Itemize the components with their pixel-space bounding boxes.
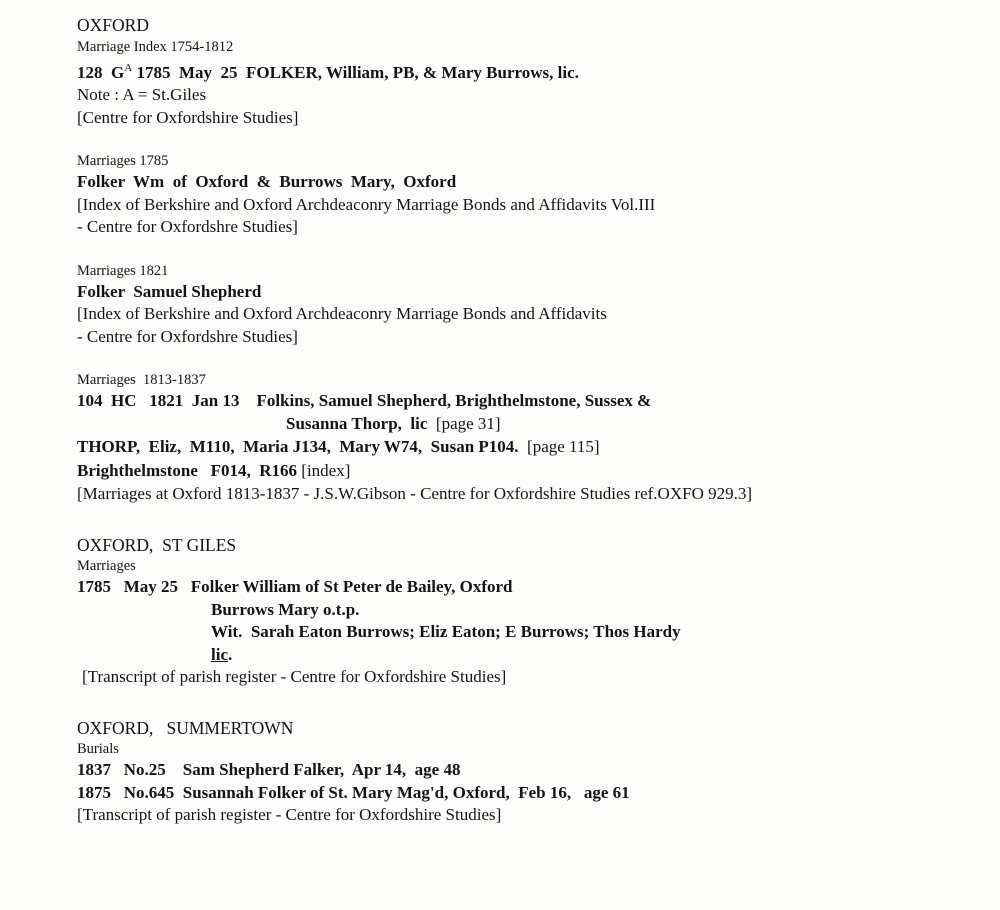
section-subtitle: Marriages 1821 [77,262,169,279]
record-entry [77,644,977,667]
source-citation: [Centre for Oxfordshire Studies] [77,107,299,127]
section-title: OXFORD, SUMMERTOWN [77,717,294,738]
record-entry-part: Susanna Thorp, lic [286,413,428,433]
section-title: OXFORD, ST GILES [77,534,237,555]
index-reference: [index] [297,460,351,480]
section-marriages-1785 [77,151,977,239]
source-citation: [Marriages at Oxford 1813-1837 - J.S.W.Gibson - Centre for Oxfordshire Studies ref.OXFO 929.3] [77,484,753,503]
record-entry: Burrows Mary o.t.p. [211,599,360,619]
section-subtitle: Marriages 1813-1837 [77,372,206,388]
section-oxford-summertown [77,717,977,827]
section-marriages-1821 [77,261,977,349]
source-citation: [Transcript of parish register - Centre for Oxfordshire Studies] [82,667,507,686]
section-marriages-1813-1837 [77,370,977,506]
superscript-marker: A [124,61,133,74]
record-entry-part: 128 G [77,62,125,82]
record-entry-part: . [228,644,233,664]
source-citation: [Index of Berkshire and Oxford Archdeaconry Marriage Bonds and Affidavits [77,304,607,323]
record-entry-part: 1785 May 25 FOLKER, William, PB, & Mary Burrows, lic. [132,62,579,82]
record-entry-part: Brighthelmstone F014, R166 [77,460,298,480]
source-citation: - Centre for Oxfordshre Studies] [77,217,298,236]
record-entry [77,413,977,437]
document-page [77,14,977,827]
record-entry [77,436,977,460]
section-subtitle: Marriage Index 1754-1812 [77,38,234,55]
source-citation: - Centre for Oxfordshre Studies] [77,326,298,346]
licence-mark: lic [211,644,228,664]
section-oxford-st-giles [77,534,977,689]
record-entry-part: THORP, Eliz, M110, Maria J134, Mary W74, Susan P104. [77,437,519,456]
record-entry: 1785 May 25 Folker William of St Peter de Bailey, Oxford [77,577,513,596]
record-entry [77,57,977,85]
record-entry [77,460,977,484]
section-subtitle: Burials [77,741,119,757]
note-line: Note : A = St.Giles [77,85,207,104]
section-subtitle: Marriages [77,558,136,574]
record-entry: 1875 No.645 Susannah Folker of St. Mary Mag'd, Oxford, Feb 16, age 61 [77,782,630,802]
record-entry: Folker Samuel Shepherd [77,281,262,301]
section-oxford-marriage-index [77,14,977,129]
section-subtitle: Marriages 1785 [77,153,169,169]
record-entry: Wit. Sarah Eaton Burrows; Eliz Eaton; E Burrows; Thos Hardy [211,622,681,641]
record-entry: 104 HC 1821 Jan 13 Folkins, Samuel Shepherd, Brighthelmstone, Sussex & [77,391,652,410]
source-citation: [Index of Berkshire and Oxford Archdeaconry Marriage Bonds and Affidavits Vol.III [77,194,656,214]
section-title: OXFORD [77,15,149,35]
record-entry: Folker Wm of Oxford & Burrows Mary, Oxford [77,172,457,191]
record-entry: 1837 No.25 Sam Shepherd Falker, Apr 14, age 48 [77,760,461,779]
page-reference: [page 115] [518,437,600,456]
page-reference: [page 31] [427,413,501,433]
source-citation: [Transcript of parish register - Centre for Oxfordshire Studies] [77,805,502,824]
